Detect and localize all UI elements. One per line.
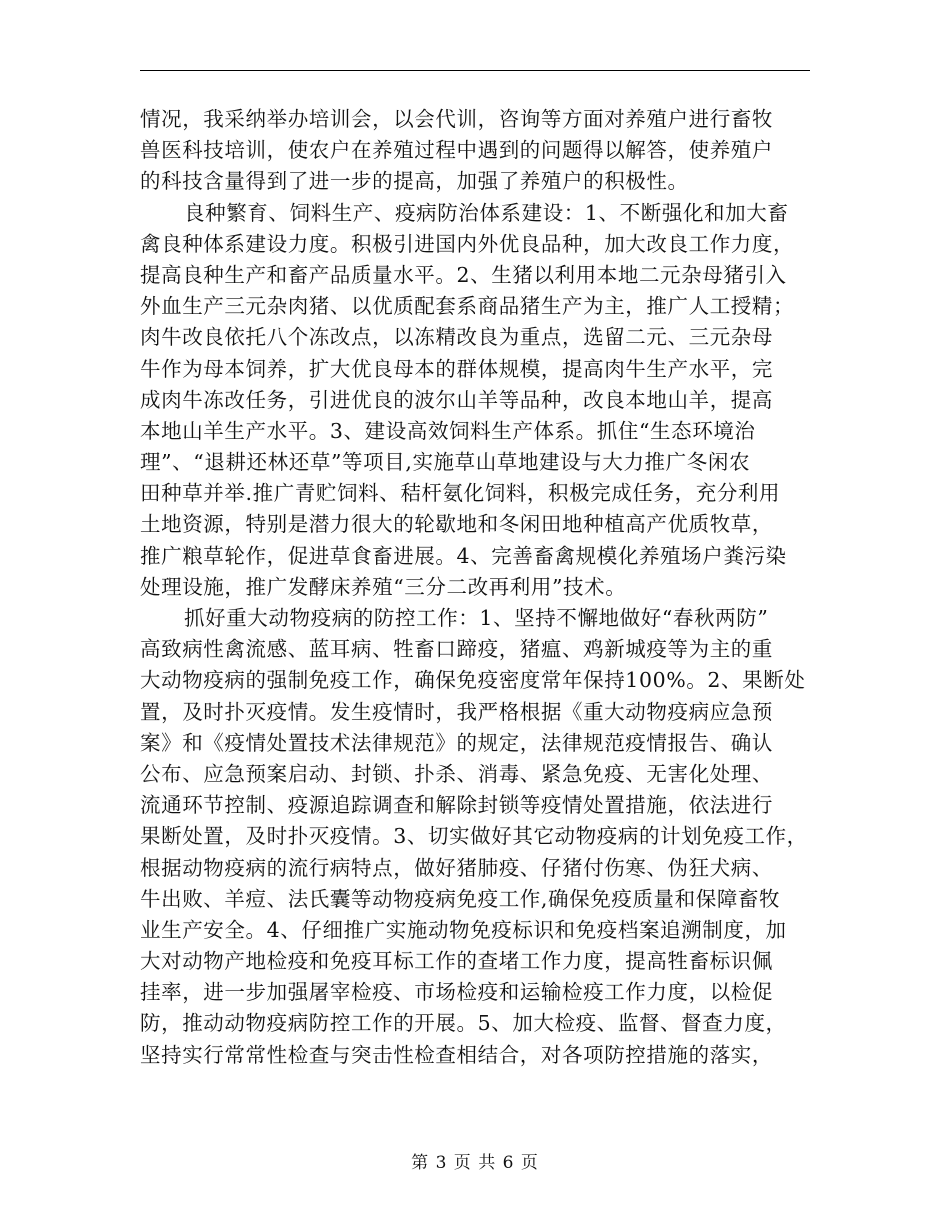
- text-line: 业生产安全。4、仔细推广实施动物免疫标识和免疫档案追溯制度，加: [140, 917, 787, 942]
- text-line: 牛出败、羊痘、法氏囊等动物疫病免疫工作,确保免疫质量和保障畜牧: [140, 886, 781, 911]
- text-line: 的科技含量得到了进一步的提高，加强了养殖户的积极性。: [140, 169, 689, 194]
- text-line: 推广粮草轮作，促进草食畜进展。4、完善畜禽规模化养殖场户粪污染: [140, 543, 787, 568]
- text-line: 大动物疫病的强制免疫工作，确保免疫密度常年保持100%。2、果断处: [140, 668, 806, 693]
- text-line: 情况，我采纳举办培训会，以会代训，咨询等方面对养殖户进行畜牧: [140, 107, 773, 131]
- text-line: 提高良种生产和畜产品质量水平。2、生猪以利用本地二元杂母猪引入: [140, 262, 787, 287]
- text-line: 公布、应急预案启动、封锁、扑杀、消毒、紧急免疫、无害化处理、: [140, 761, 773, 786]
- text-line: 外血生产三元杂肉猪、以优质配套系商品猪生产为主，推广人工授精；: [140, 294, 795, 319]
- text-line: 大对动物产地检疫和免疫耳标工作的查堵工作力度，提高牲畜标识佩: [140, 949, 773, 974]
- text-line: 土地资源，特别是潜力很大的轮歇地和冬闲田地种植高产优质牧草，: [140, 512, 773, 537]
- text-line: 坚持实行常常性检查与突击性检查相结合，对各项防控措施的落实，: [140, 1042, 773, 1067]
- text-line: 果断处置，及时扑灭疫情。3、切实做好其它动物疫病的计划免疫工作，: [140, 824, 808, 849]
- text-line: 牛作为母本饲养，扩大优良母本的群体规模，提高肉牛生产水平，完: [140, 356, 773, 381]
- text-line: 理”、“退耕还林还草”等项目,实施草山草地建设与大力推广冬闲农: [140, 450, 751, 475]
- text-line: 挂率，进一步加强屠宰检疫、市场检疫和运输检疫工作力度，以检促: [140, 980, 773, 1005]
- text-line: 流通环节控制、疫源追踪调查和解除封锁等疫情处置措施，依法进行: [140, 793, 773, 818]
- paragraph-start-line: 抓好重大动物疫病的防控工作：1、坚持不懈地做好“春秋两防”: [184, 606, 769, 630]
- document-body: [140, 104, 815, 1071]
- header-rule: [140, 70, 810, 71]
- page-number-footer: 第 3 页 共 6 页: [411, 1153, 539, 1173]
- text-line: 高致病性禽流感、蓝耳病、牲畜口蹄疫，猪瘟、鸡新城疫等为主的重: [140, 637, 773, 662]
- text-line: 兽医科技培训，使农户在养殖过程中遇到的问题得以解答，使养殖户: [140, 138, 773, 163]
- text-line: 本地山羊生产水平。3、建设高效饲料生产体系。抓住“生态环境治: [140, 418, 756, 443]
- text-line: 田种草并举.推广青贮饲料、秸杆氨化饲料，积极完成任务，充分利用: [140, 481, 781, 506]
- text-line: 禽良种体系建设力度。积极引进国内外优良品种，加大改良工作力度，: [140, 231, 795, 256]
- text-line: 根据动物疫病的流行病特点，做好猪肺疫、仔猪付伤寒、伪狂犬病、: [140, 855, 773, 880]
- text-line: 防，推动动物疫病防控工作的开展。5、加大检疫、监督、督查力度，: [140, 1011, 787, 1036]
- paragraph-start-line: 良种繁育、饲料生产、疫病防治体系建设：1、不断强化和加大畜: [184, 200, 789, 225]
- text-line: 置，及时扑灭疫情。发生疫情时，我严格根据《重大动物疫病应急预: [140, 699, 773, 724]
- text-line: 肉牛改良依托八个冻改点，以冻精改良为重点，选留二元、三元杂母: [140, 325, 773, 350]
- text-line: 案》和《疫情处置技术法律规范》的规定，法律规范疫情报告、确认: [140, 730, 773, 755]
- text-line: 处理设施，推广发酵床养殖“三分二改再利用”技术。: [140, 574, 627, 599]
- text-line: 成肉牛冻改任务，引进优良的波尔山羊等品种，改良本地山羊，提高: [140, 387, 773, 412]
